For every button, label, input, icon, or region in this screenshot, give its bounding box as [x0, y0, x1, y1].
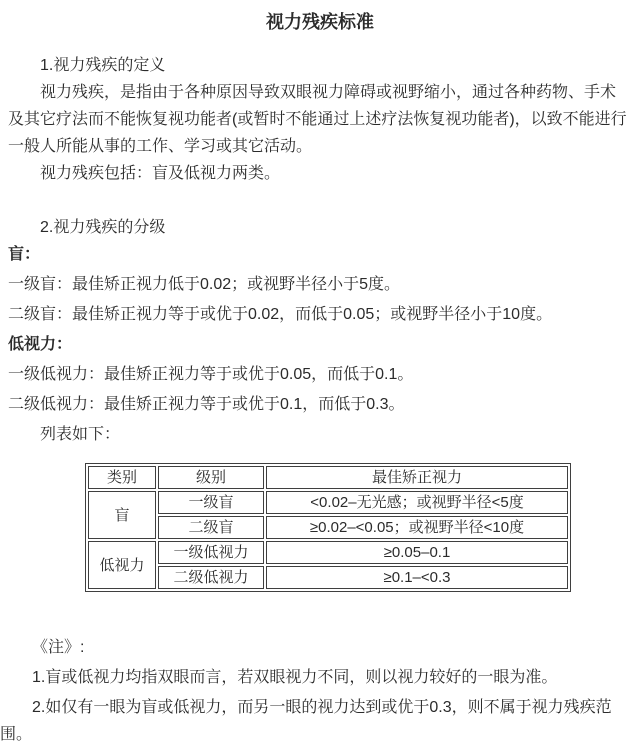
- blind-label: 盲：: [8, 246, 41, 263]
- blind-grade-2-line: 二级盲：最佳矫正视力等于或优于0.02，而低于0.05；或视野半径小于10度。: [8, 306, 553, 323]
- table-cell-acuity: <0.02–无光感；或视野半径<5度: [266, 491, 568, 514]
- table-cell-level: 一级盲: [158, 491, 264, 514]
- note-item-2: 2.如仅有一眼为盲或低视力，而另一眼的视力达到或优于0.3，则不属于视力残疾范围。: [0, 699, 612, 743]
- table-cell-category-blind: 盲: [88, 491, 156, 539]
- table-cell-level: 一级低视力: [158, 541, 264, 564]
- table-cell-level: 二级盲: [158, 516, 264, 539]
- table-row: [88, 566, 568, 589]
- table-cell-acuity: ≥0.02–<0.05；或视野半径<10度: [266, 516, 568, 539]
- note-item-1: 1.盲或低视力均指双眼而言，若双眼视力不同，则以视力较好的一眼为准。: [32, 669, 558, 686]
- definition-section-heading: 1.视力残疾的定义: [40, 57, 166, 74]
- table-cell-level: 二级低视力: [158, 566, 264, 589]
- table-cell-acuity: ≥0.05–0.1: [266, 541, 568, 564]
- definition-paragraph: 视力残疾，是指由于各种原因导致双眼视力障碍或视野缩小，通过各种药物、手术及其它疗法而不能恢复视功能者(或暂时不能通过上述疗法恢复视功能者)，以致不能进行一般人所能从事的工作、学习或其它活动。: [8, 84, 627, 155]
- table-cell-category-low-vision: 低视力: [88, 541, 156, 589]
- table-row: [88, 491, 568, 514]
- table-header-row: [88, 466, 568, 489]
- page-title: 视力残疾标准: [266, 12, 374, 32]
- notes-heading: 《注》:: [32, 639, 85, 656]
- table-row: [88, 516, 568, 539]
- classification-section-heading: 2.视力残疾的分级: [40, 219, 166, 236]
- low-vision-grade-1-line: 一级低视力：最佳矫正视力等于或优于0.05，而低于0.1。: [8, 366, 414, 383]
- notes-section: [0, 634, 634, 748]
- table-header-level: 级别: [158, 466, 264, 489]
- definition-includes-line: 视力残疾包括：盲及低视力两类。: [40, 165, 281, 182]
- table-row: [88, 541, 568, 564]
- table-header-acuity: 最佳矫正视力: [266, 466, 568, 489]
- low-vision-grade-2-line: 二级低视力：最佳矫正视力等于或优于0.1，而低于0.3。: [8, 396, 405, 413]
- document-body: [0, 52, 640, 748]
- blind-grade-1-line: 一级盲：最佳矫正视力低于0.02；或视野半径小于5度。: [8, 276, 401, 293]
- table-cell-acuity: ≥0.1–<0.3: [266, 566, 568, 589]
- table-intro-line: 列表如下：: [40, 426, 121, 443]
- table-header-category: 类别: [88, 466, 156, 489]
- low-vision-label: 低视力：: [8, 336, 73, 353]
- classification-table: [85, 463, 571, 592]
